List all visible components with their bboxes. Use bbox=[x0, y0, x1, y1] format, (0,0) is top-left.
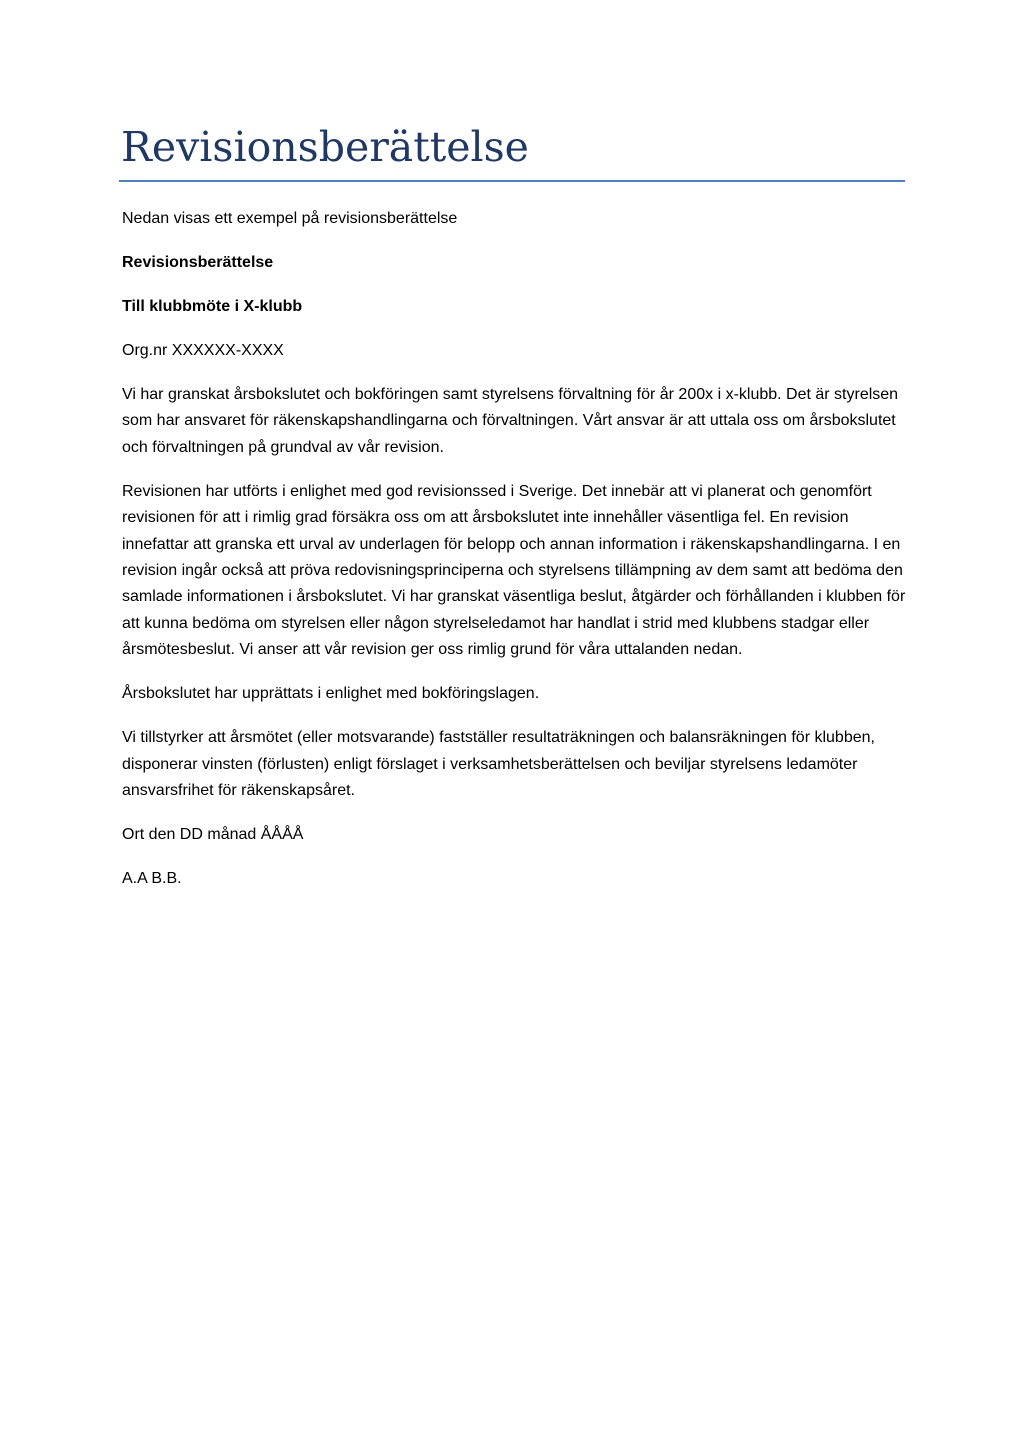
recommendation-paragraph: Vi tillstyrker att årsmötet (eller motsvarande) fastställer resultaträkningen och balansräkningen för klubben, disponerar vinsten (förlusten) enligt förslaget i verksamhetsberättelsen och beviljar styrelsens ledamöter ansvarsfrihet för räkenskapsåret. bbox=[122, 729, 875, 800]
method-paragraph: Revisionen har utförts i enlighet med god revisionssed i Sverige. Det innebär att vi planerat och genomfört revisionen för att i rimlig grad försäkra oss om att årsbokslutet inte innehåller väsentliga fel. En revision innefattar att granska ett urval av underlagen för belopp och annan information i räkenskapshandlingarna. I en revision ingår också att pröva redovisningsprinciperna och styrelsens tillämpning av dem samt att bedöma den samlade informationen i årsbokslutet. Vi har granskat väsentliga beslut, åtgärder och förhållanden i klubben för att kunna bedöma om styrelsen eller någon styrelseledamot har handlat i strid med klubbens stadgar eller årsmötesbeslut. Vi anser att vår revision ger oss rimlig grund för våra uttalanden nedan. bbox=[122, 482, 906, 659]
recipient-heading: Till klubbmöte i X-klubb bbox=[122, 298, 303, 315]
document-title: Revisionsberättelse bbox=[121, 123, 529, 171]
title-divider bbox=[119, 180, 905, 182]
compliance-paragraph: Årsbokslutet har upprättats i enlighet med bokföringslagen. bbox=[122, 685, 540, 703]
signature-line: A.A B.B. bbox=[122, 870, 182, 888]
org-number: Org.nr XXXXXX-XXXX bbox=[122, 342, 284, 359]
place-date-line: Ort den DD månad ÅÅÅÅ bbox=[122, 826, 304, 844]
scope-paragraph: Vi har granskat årsbokslutet och bokföringen samt styrelsens förvaltning för år 200x i x-klubb. Det är styrelsen som har ansvaret för räkenskapshandlingarna och förvaltningen. Vårt ansvar är att uttala oss om årsbokslutet och förvaltningen på grundval av vår revision. bbox=[122, 386, 899, 456]
report-heading: Revisionsberättelse bbox=[122, 254, 274, 271]
document-body bbox=[122, 206, 908, 910]
intro-paragraph: Nedan visas ett exempel på revisionsberättelse bbox=[122, 210, 458, 227]
